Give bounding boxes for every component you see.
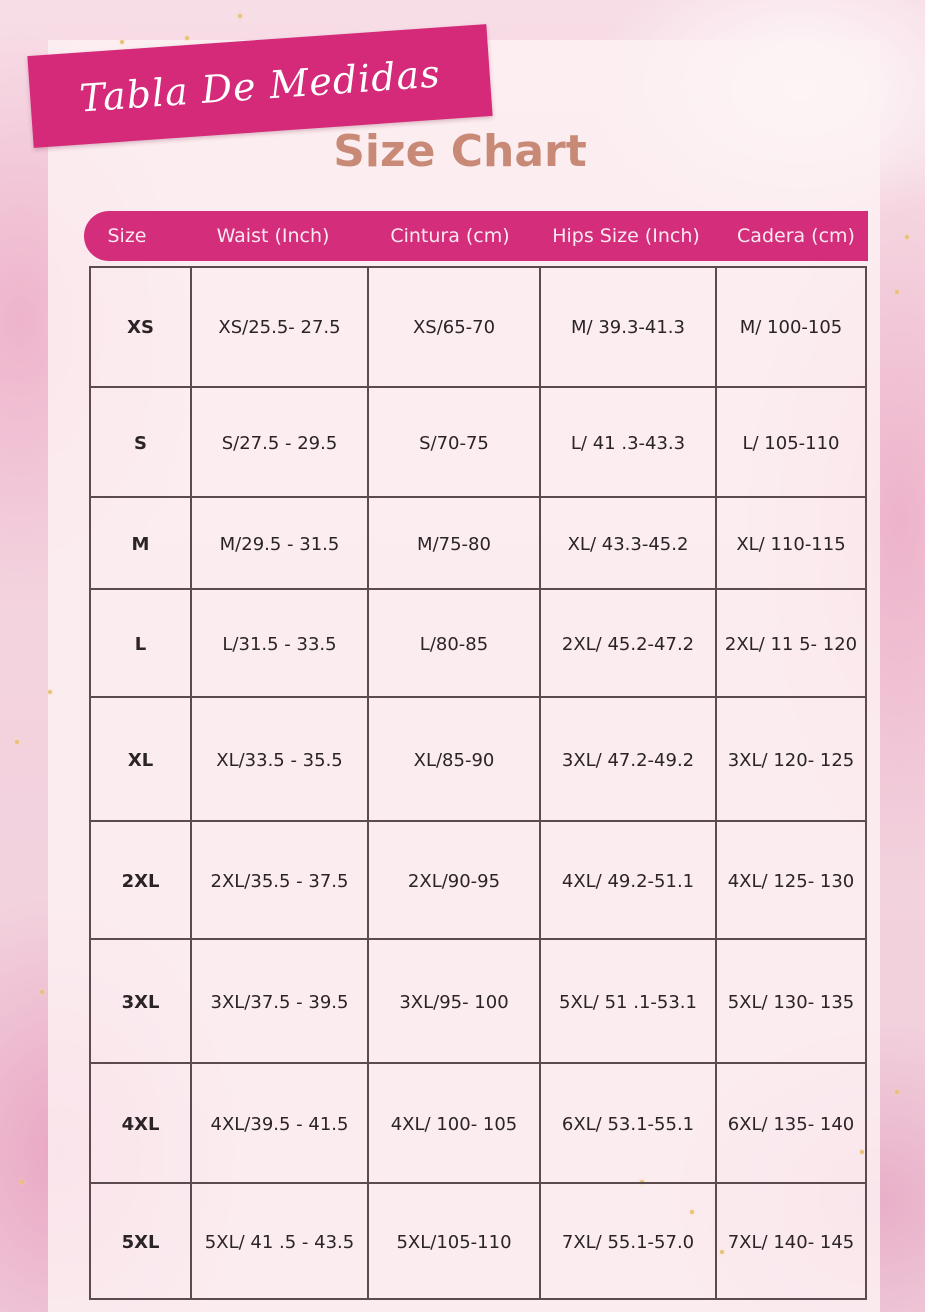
header-hips: Hips Size (Inch)	[552, 225, 700, 247]
table-row	[91, 820, 865, 940]
cell-cadera: 6XL/ 135- 140	[715, 1064, 865, 1184]
table-row	[91, 386, 865, 498]
cell-hips: 4XL/ 49.2-51.1	[539, 822, 715, 940]
cell-waist: 3XL/37.5 - 39.5	[190, 940, 367, 1064]
cell-cintura: 3XL/95- 100	[367, 940, 539, 1064]
table-row	[91, 696, 865, 822]
cell-waist: S/27.5 - 29.5	[190, 388, 367, 498]
cell-cintura: XL/85-90	[367, 698, 539, 822]
cell-waist: M/29.5 - 31.5	[190, 498, 367, 590]
cell-cintura: S/70-75	[367, 388, 539, 498]
table-row	[91, 1182, 865, 1300]
cell-cadera: M/ 100-105	[715, 268, 865, 386]
cell-waist: 2XL/35.5 - 37.5	[190, 822, 367, 940]
banner-text: Tabla De Medidas	[78, 51, 442, 121]
table-row	[91, 1062, 865, 1184]
cell-hips: XL/ 43.3-45.2	[539, 498, 715, 590]
cell-size: 4XL	[121, 1113, 160, 1135]
header-cintura: Cintura (cm)	[390, 225, 510, 247]
cell-size: 2XL	[121, 870, 160, 892]
cell-waist: XL/33.5 - 35.5	[190, 698, 367, 822]
cell-hips: 6XL/ 53.1-55.1	[539, 1064, 715, 1184]
cell-cadera: 7XL/ 140- 145	[715, 1184, 865, 1300]
cell-cadera: L/ 105-110	[715, 388, 865, 498]
header-waist: Waist (Inch)	[216, 225, 330, 247]
header-cadera: Cadera (cm)	[737, 225, 855, 247]
table-row	[91, 938, 865, 1064]
cell-hips: 3XL/ 47.2-49.2	[539, 698, 715, 822]
cell-size: XS	[127, 316, 154, 338]
cell-size: L	[134, 633, 147, 655]
cell-cadera: 4XL/ 125- 130	[715, 822, 865, 940]
table-row	[91, 588, 865, 698]
cell-cadera: 3XL/ 120- 125	[715, 698, 865, 822]
cell-size: 5XL	[121, 1231, 160, 1253]
table-row	[91, 496, 865, 590]
cell-size: M	[131, 533, 150, 555]
cell-waist: XS/25.5- 27.5	[190, 268, 367, 386]
cell-cadera: 2XL/ 11 5- 120	[715, 590, 865, 698]
cell-hips: 5XL/ 51 .1-53.1	[539, 940, 715, 1064]
cell-cadera: 5XL/ 130- 135	[715, 940, 865, 1064]
cell-size: XL	[127, 749, 154, 771]
cell-size: 3XL	[121, 991, 160, 1013]
cell-size: S	[134, 432, 147, 454]
cell-cintura: L/80-85	[367, 590, 539, 698]
cell-cintura: M/75-80	[367, 498, 539, 590]
cell-waist: 4XL/39.5 - 41.5	[190, 1064, 367, 1184]
size-table	[89, 266, 867, 1300]
cell-waist: 5XL/ 41 .5 - 43.5	[190, 1184, 367, 1300]
cell-cintura: 4XL/ 100- 105	[367, 1064, 539, 1184]
cell-cintura: 2XL/90-95	[367, 822, 539, 940]
cell-hips: L/ 41 .3-43.3	[539, 388, 715, 498]
cell-hips: M/ 39.3-41.3	[539, 268, 715, 386]
table-row	[91, 268, 865, 386]
cell-hips: 7XL/ 55.1-57.0	[539, 1184, 715, 1300]
cell-cintura: 5XL/105-110	[367, 1184, 539, 1300]
cell-hips: 2XL/ 45.2-47.2	[539, 590, 715, 698]
cell-cintura: XS/65-70	[367, 268, 539, 386]
header-size: Size	[107, 225, 147, 247]
cell-cadera: XL/ 110-115	[715, 498, 865, 590]
table-header	[84, 211, 868, 261]
cell-waist: L/31.5 - 33.5	[190, 590, 367, 698]
page-title: Size Chart	[333, 126, 587, 177]
